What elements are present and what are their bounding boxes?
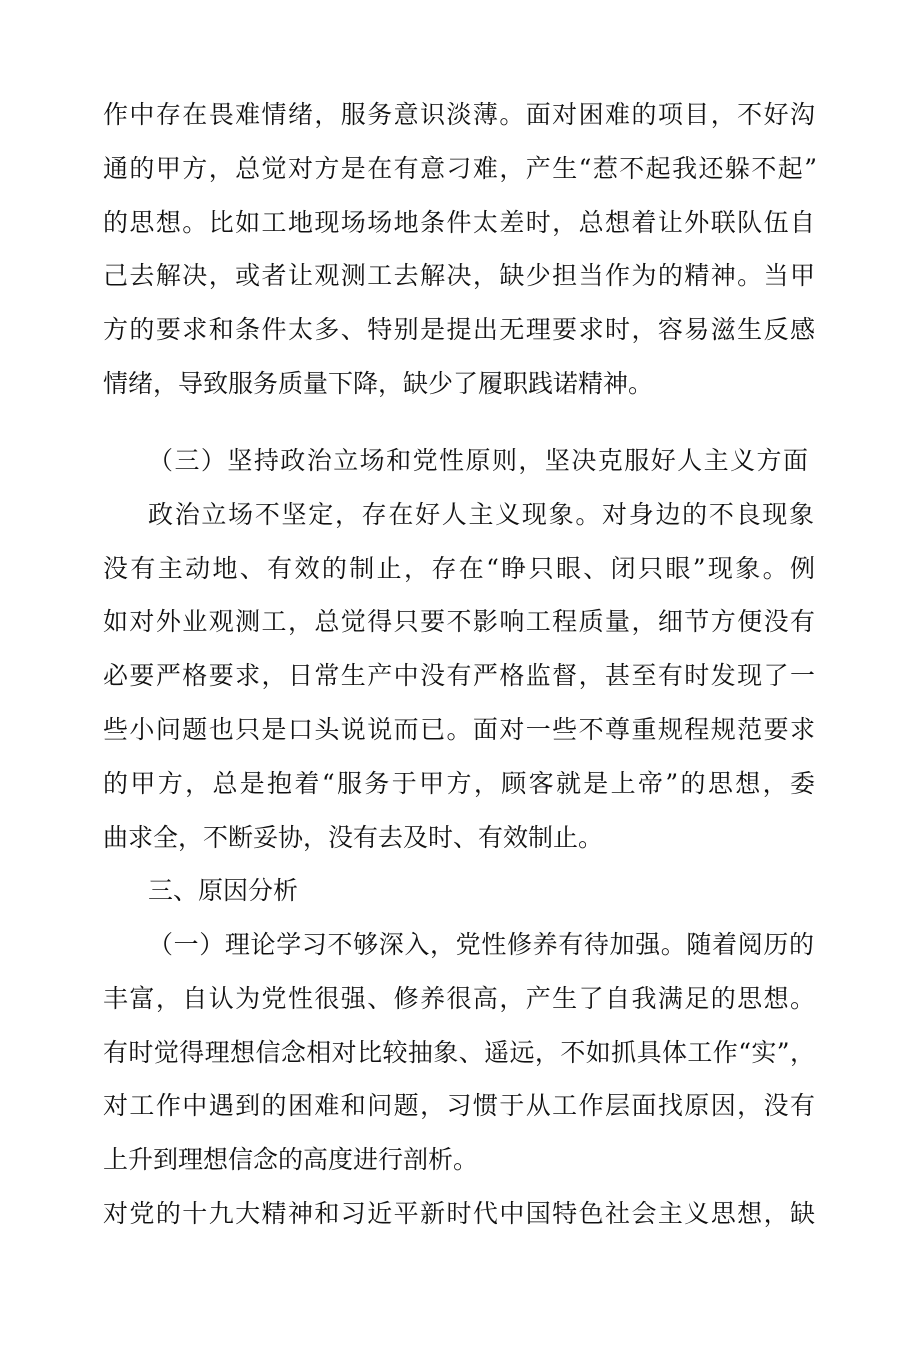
paragraph-line: 上升到理想信念的高度进行剖析。 xyxy=(103,1145,479,1174)
paragraph-line: 的思想。比如工地现场场地条件太差时，总想着让外联队伍自 xyxy=(103,208,815,237)
section-title: 三、原因分析 xyxy=(148,876,299,905)
paragraph-line: （一）理论学习不够深入，党性修养有待加强。随着阅历的 xyxy=(148,930,814,959)
paragraph-line: 有时觉得理想信念相对比较抽象、遥远，不如抓具体工作“实”， xyxy=(103,1038,815,1067)
paragraph-line: 对工作中遇到的困难和问题，习惯于从工作层面找原因，没有 xyxy=(103,1091,815,1120)
paragraph-line: 丰富，自认为党性很强、修养很高，产生了自我满足的思想。 xyxy=(103,984,815,1013)
paragraph-line: 没有主动地、有效的制止，存在“睁只眼、闭只眼”现象。例 xyxy=(103,554,815,583)
paragraph-line: 曲求全，不断妥协，没有去及时、有效制止。 xyxy=(103,823,604,852)
paragraph-line: 如对外业观测工，总觉得只要不影响工程质量，细节方便没有 xyxy=(103,607,815,636)
paragraph-line: 的甲方，总是抱着“服务于甲方，顾客就是上帝”的思想，委 xyxy=(103,769,815,798)
paragraph-line: 政治立场不坚定，存在好人主义现象。对身边的不良现象 xyxy=(148,500,814,529)
paragraph-line: 情绪，导致服务质量下降，缺少了履职践诺精神。 xyxy=(103,369,654,398)
section-heading: （三）坚持政治立场和党性原则，坚决克服好人主义方面 xyxy=(148,446,808,475)
paragraph-line: 对党的十九大精神和习近平新时代中国特色社会主义思想，缺 xyxy=(103,1199,815,1228)
paragraph-line: 通的甲方，总觉对方是在有意刁难，产生“惹不起我还躲不起” xyxy=(103,154,817,183)
paragraph-line: 己去解决，或者让观测工去解决，缺少担当作为的精神。当甲 xyxy=(103,261,815,290)
paragraph-line: 必要严格要求，日常生产中没有严格监督，甚至有时发现了一 xyxy=(103,661,815,690)
paragraph-line: 些小问题也只是口头说说而已。面对一些不尊重规程规范要求 xyxy=(103,715,815,744)
paragraph-line: 方的要求和条件太多、特别是提出无理要求时，容易滋生反感 xyxy=(103,315,815,344)
paragraph-line: 作中存在畏难情绪，服务意识淡薄。面对困难的项目，不好沟 xyxy=(103,100,815,129)
